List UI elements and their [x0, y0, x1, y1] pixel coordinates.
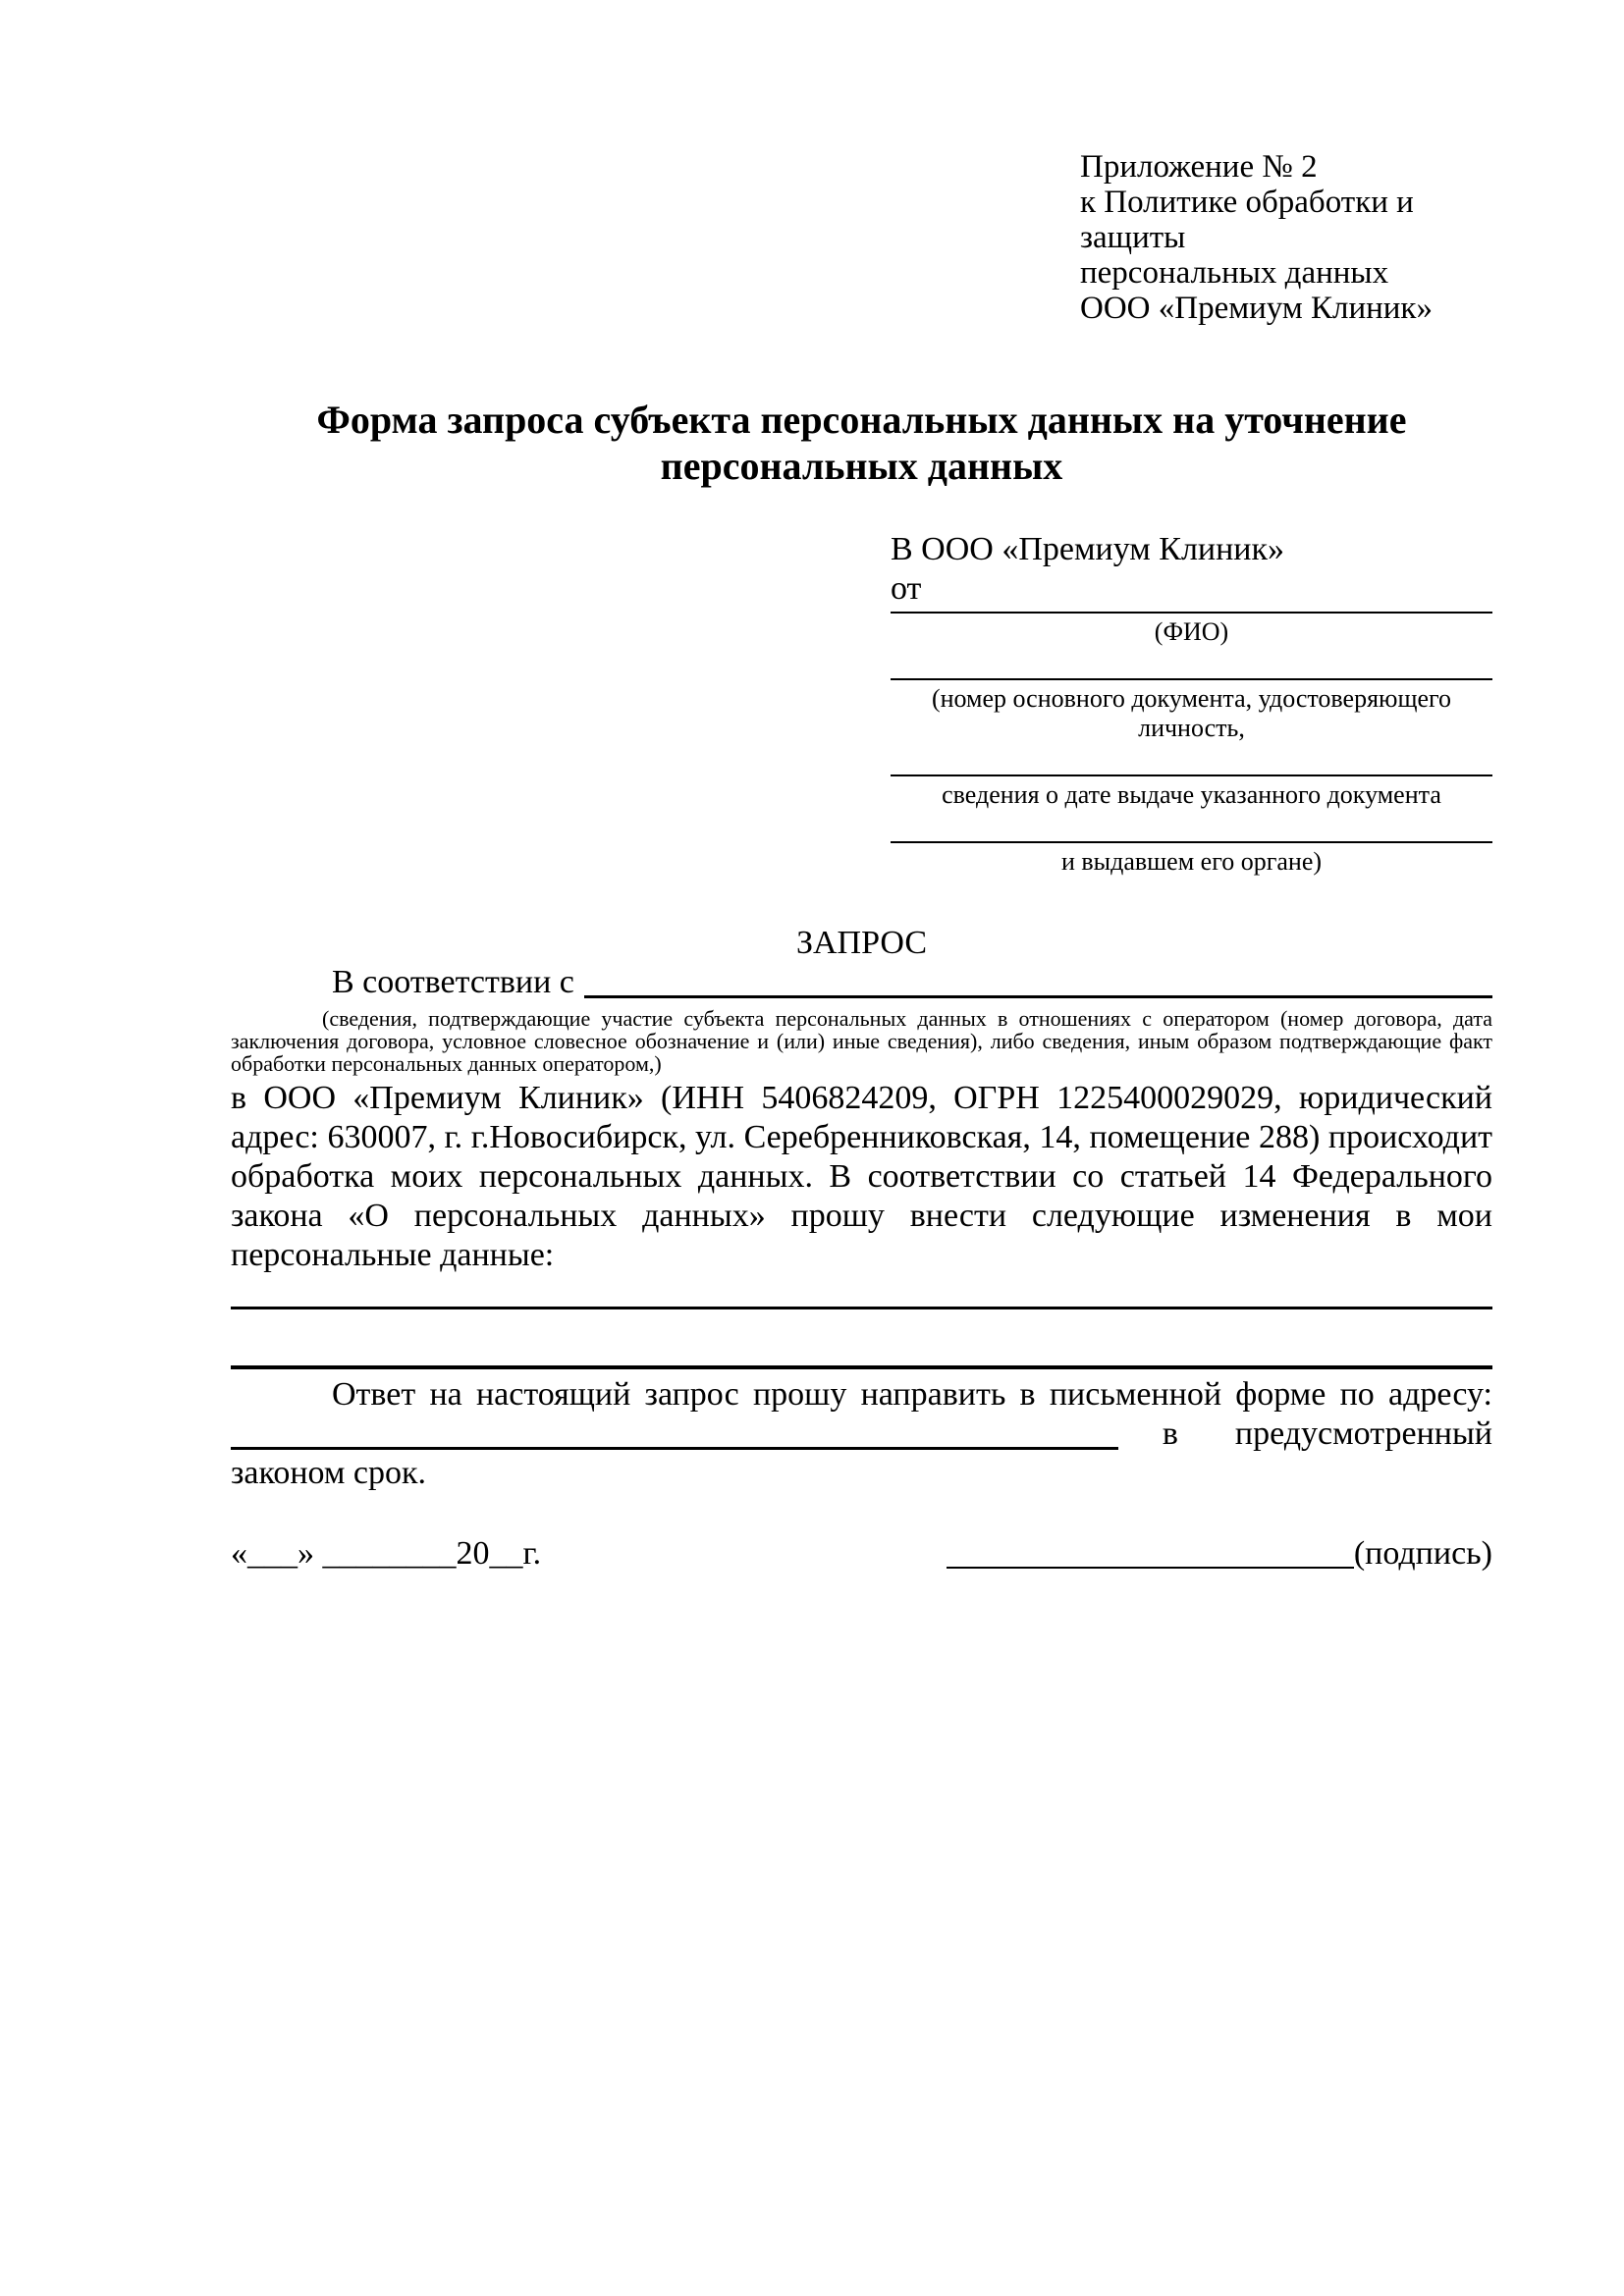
answer-intro: Ответ на настоящий запрос прошу направить в письменной форме по адресу: — [332, 1376, 1492, 1413]
request-body: в ООО «Премиум Клиник» (ИНН 5406824209, ОГРН 1225400029029, юридический адрес: 630007, г. г.Новосибирск, ул. Серебренниковская, 14, помещение 288) происходит обработка моих персональных данных. В соответствии со статьей 14 Федерального закона «О персональных данных» прошу внести следующие изменения в мои персональные данные: — [231, 1080, 1492, 1273]
addressee-from: от — [891, 570, 922, 607]
document-number-fill-line — [891, 678, 1492, 680]
basis-fill-line — [584, 995, 1492, 998]
issuing-authority-label: и выдавшем его органе) — [1060, 847, 1323, 876]
changes-fill-line-1 — [231, 1307, 1492, 1309]
signature-fill-line — [947, 1567, 1354, 1569]
address-fill-line — [231, 1447, 1118, 1450]
signature-group — [947, 1534, 1492, 1574]
page-content — [231, 149, 1492, 1574]
basis-prefix-text: В соответствии с — [332, 964, 574, 1000]
signature-label: (подпись) — [1353, 1535, 1492, 1572]
answer-word: в — [1162, 1415, 1178, 1452]
date-signature-row — [231, 1534, 1492, 1574]
fio-label: (ФИО) — [1154, 617, 1229, 646]
appendix-header-line: к Политике обработки и защиты — [1080, 185, 1414, 255]
changes-fill-line-2 — [231, 1365, 1492, 1369]
appendix-header — [1080, 149, 1492, 326]
document-number-label: (номер основного документа, удостоверяющего личность, — [931, 684, 1452, 742]
addressee-to: В ООО «Премиум Клиник» — [891, 531, 1285, 567]
appendix-header-line: Приложение № 2 — [1080, 149, 1318, 185]
answer-address-line — [231, 1415, 1492, 1454]
issue-date-fill-line — [891, 774, 1492, 776]
appendix-header-line: ООО «Премиум Клиник» — [1080, 291, 1433, 326]
answer-tail: законом срок. — [231, 1455, 426, 1491]
appendix-header-line: персональных данных — [1080, 255, 1389, 291]
addressee-block — [891, 530, 1492, 877]
form-title: Форма запроса субъекта персональных данных на уточнение персональных данных — [316, 398, 1407, 488]
answer-word: предусмотренный — [1234, 1415, 1492, 1452]
issue-date-label: сведения о дате выдаче указанного документа — [942, 780, 1441, 809]
date-placeholder: «___» ________20__г. — [231, 1535, 542, 1572]
issuing-authority-fill-line — [891, 841, 1492, 843]
explanatory-note: (сведения, подтверждающие участие субъекта персональных данных в отношениях с оператором (номер договора, дата заключения договора, условное словесное обозначение и (или) иные сведения), либо сведения, иным образом подтверждающие факт обработки персональных данных оператором,) — [231, 1006, 1492, 1076]
fio-fill-line — [891, 612, 1492, 614]
basis-line — [231, 963, 1492, 1002]
request-heading: ЗАПРОС — [795, 925, 928, 961]
